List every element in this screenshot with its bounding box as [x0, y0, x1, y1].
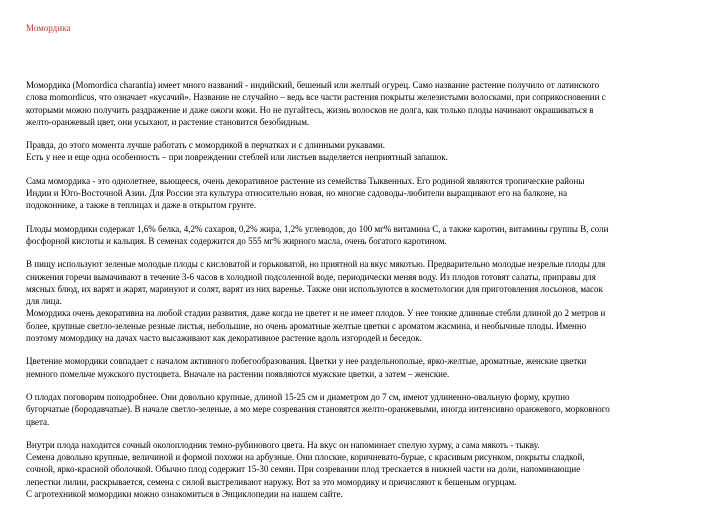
document-page [26, 23, 702, 511]
paragraph-line: снижения горечи вымачивают в течение 3-6 часов в холодной подсоленной воде, периодически меняя воду. Из плодов готовят салаты, приправы для [26, 271, 596, 282]
paragraph-line: Момордика очень декоративна на любой стадии развития, даже когда не цветет и не имеет плодов. У нее тонкие длинные стебли длиной до 2 метров и [26, 308, 606, 319]
paragraph-line: Плоды момордики содержат 1,6% белка, 4,2% сахаров, 0,2% жира, 1,2% углеводов, до 100 мг% витамина С, а также каротин, витамины группы В, соли [26, 223, 609, 234]
article-paragraph [26, 139, 702, 164]
article-paragraph [26, 175, 702, 212]
paragraph-line: О плодах поговорим поподробнее. Они довольно крупные, длиной 15-25 см и диаметром до 7 см, имеют удлиненно-овальную форму, крупно [26, 391, 570, 402]
paragraph-line: фосфорной кислоты и кальция. В семенах содержится до 555 мг% жирного масла, очень богатого каротином. [26, 235, 447, 246]
paragraph-line: Семена довольно крупные, величиной и формой похожи на арбузные. Они плоские, коричневато-бурые, с красивым рисунком, покрыты сладкой, [26, 452, 585, 463]
paragraph-line: лепестки лилии, раскрывается, семена с силой выстреливают наружу. Вот за это момордику и причисляют к бешеным огурцам. [26, 476, 517, 487]
article-paragraph [26, 223, 702, 248]
paragraph-line: Правда, до этого момента лучше работать с момордикой в перчатках и с длинными рукавами. [26, 140, 386, 151]
paragraph-line: для лица. [26, 296, 62, 307]
paragraph-line: бугорчатые (бородавчатые). В начале светло-зеленые, а мо мере созревания становятся желто-оранжевыми, иногда интенсивно оранжевого, морковного [26, 404, 610, 415]
paragraph-line: поэтому момордику на дачах часто высаживают как декоративное растение вдоль изгородей и беседок. [26, 333, 422, 344]
paragraph-line: мясных блюд, их варят и жарят, маринуют и солят, варят из них варенье. Также они используются в косметологии для приготовления лосьонов, масок [26, 283, 603, 294]
article-body [26, 79, 702, 500]
paragraph-line: Момордика (Momordica charantia) имеет много названий - индийский, бешеный или желтый огурец. Само название растение получило от латинского [26, 80, 600, 90]
paragraph-line: Внутри плода находится сочный околоплодник темно-рубинового цвета. На вкус он напоминает спелую хурму, а сама мякоть - тыкву. [26, 439, 540, 450]
paragraph-line: Цветение момордики совпадает с началом активного побегообразования. Цветки у нее раздельнополые, ярко-желтые, ароматные, женские цветки [26, 356, 587, 367]
page-title: Момордика [26, 23, 71, 33]
paragraph-line: Сама момордика - это однолетнее, вьющееся, очень декоративное растение из семейства Тыквенных. Его родиной являются тропические районы [26, 175, 585, 186]
paragraph-line: Индии и Юго-Восточной Азии. Для России эта культура относительно новая, но многие садоводы-любители выращивают его на балконе, на [26, 188, 568, 199]
paragraph-line: С агротехникой момордики можно ознакомиться в Энциклопедии на нашем сайте. [26, 489, 343, 500]
paragraph-line: В пищу используют зеленые молодые плоды с кисловатой и горьковатой, но приятной на вкус мякотью. Предварительно молодые незрелые плоды для [26, 259, 606, 270]
paragraph-line: желто-оранжевый цвет, они усыхают, и растение становится безобидным. [26, 116, 310, 127]
paragraph-line: слова momordicus, что означает «кусачий». Название не случайно – ведь все части растения покрыты железистыми волосками, при соприкосновении с [26, 92, 606, 103]
paragraph-line: сочной, ярко-красной оболочкой. Обычно плод содержит 15-30 семян. При созревании плод трескается в нижней части на доли, напоминающие [26, 464, 581, 475]
paragraph-line: цвета. [26, 416, 50, 427]
paragraph-line: более, крупные светло-зеленые резные листья, небольшие, но очень ароматные желтые цветки с ароматом жасмина, и необычные плоды. Именно [26, 320, 587, 331]
article-paragraph [26, 258, 702, 344]
article-paragraph [26, 355, 702, 380]
paragraph-line: которыми можно получить раздражение и даже ожоги кожи. Но не пугайтесь, жизнь волосков не долга, как только плоды начинают окрашиваться в [26, 104, 594, 115]
article-paragraph [26, 439, 702, 500]
article-paragraph [26, 391, 702, 428]
paragraph-line: подоконнике, а также в теплицах и даже в открытом грунте. [26, 200, 257, 211]
article-paragraph [26, 79, 702, 128]
paragraph-line: Есть у нее и еще одна особенность – при повреждении стеблей или листьев выделяется неприятный запашок. [26, 152, 448, 163]
paragraph-line: немного помельче мужского пустоцвета. Вначале на растении появляются мужские цветки, а затем – женские. [26, 368, 450, 379]
